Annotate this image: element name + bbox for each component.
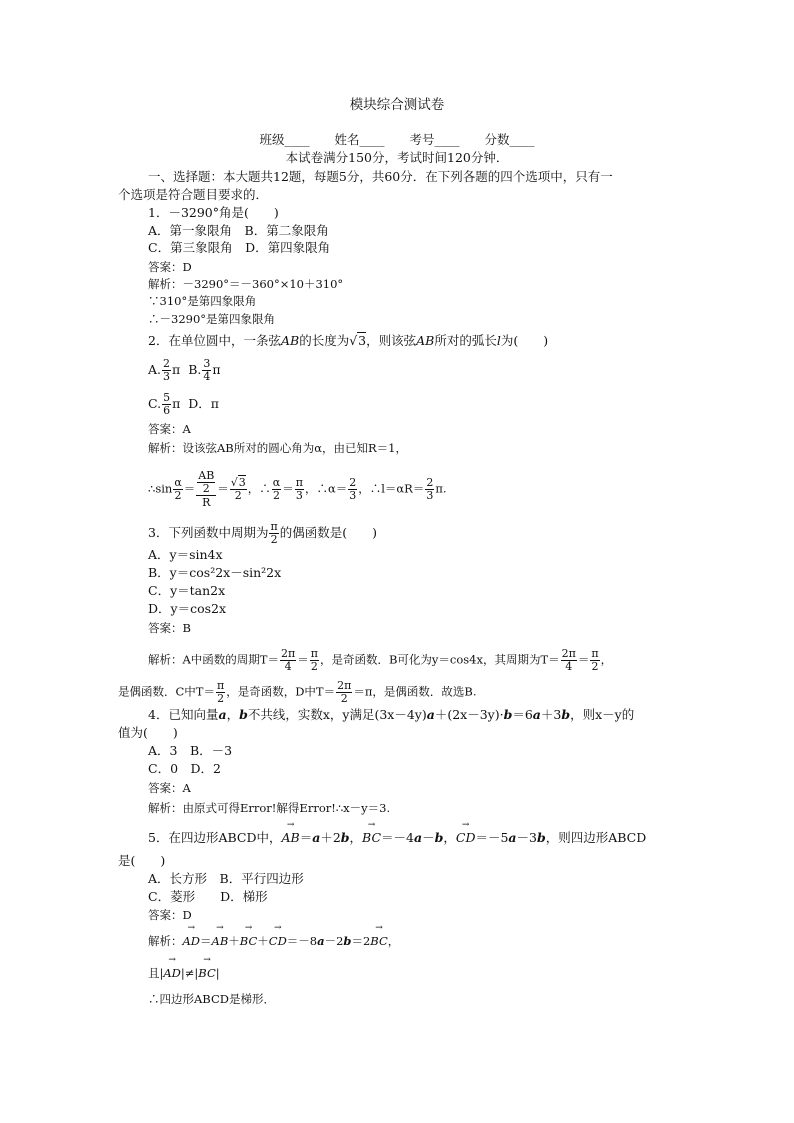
frac-num: π [310, 647, 318, 660]
q2-opt-a-label: A. [148, 362, 162, 377]
analysis-label: 解析： [148, 441, 183, 455]
section-instructions-line1: 一、选择题：本大题共12题，每题5分，共60分．在下列各题的四个选项中，只有一 [148, 169, 613, 184]
q4-stem-part: ，则x－y的 [570, 707, 635, 722]
q2-stem-part: 的长度为 [299, 333, 350, 348]
vector-b: b [536, 830, 546, 845]
q3-answer [148, 620, 191, 636]
q2-answer [148, 421, 191, 437]
q5-stem-1 [148, 830, 646, 846]
q4-answer [148, 780, 191, 796]
frac-num: π [295, 476, 303, 489]
frac-num: 2π [337, 679, 352, 692]
frac-num: π [270, 520, 278, 533]
math-text: A中函数的周期T＝ [182, 652, 279, 667]
q2-chord-ab: AB [416, 333, 435, 348]
frac-den: 2 [217, 692, 225, 705]
math-text: ＝ [183, 481, 196, 496]
frac-den: 2 [202, 482, 210, 495]
q5-answer [148, 907, 192, 923]
q4-stem-part: ＋(2x－3y)· [434, 707, 504, 722]
math-text: ＝ [577, 652, 590, 667]
frac-den: 2 [310, 660, 318, 673]
analysis-label: 解析： [148, 652, 183, 667]
vector-a: a [532, 707, 541, 722]
q4-analysis-text: 由原式可得Error!解得Error!∴x－y＝3. [182, 801, 391, 815]
vector-BC: → BC [370, 933, 387, 949]
math-text: ，∴l＝αR＝ [358, 481, 425, 496]
q3-analysis-2 [118, 680, 477, 705]
q5-stem-part: －3 [516, 830, 537, 845]
math-text: ＋ [257, 934, 269, 948]
math-text: ，∴α＝ [304, 481, 348, 496]
q1-stem: 1．－3290°角是( ) [148, 205, 279, 220]
answer-label: 答案： [148, 260, 183, 274]
q4-stem-1 [148, 707, 634, 723]
math-text: | [215, 966, 220, 980]
vector-b: b [561, 707, 571, 722]
vector-CD: → CD [269, 933, 287, 949]
vector-AD: → AD [163, 965, 181, 981]
q5-stem-part: ＋2 [320, 830, 341, 845]
frac-num: α [174, 476, 182, 489]
answer-label: 答案： [148, 422, 183, 436]
q1-analysis-3: ∴－3290°是第四象限角 [148, 312, 276, 326]
q1-analysis-1: －3290°＝－360°×10＋310° [182, 277, 344, 291]
frac-den: 2 [234, 489, 242, 502]
frac-num: π [216, 679, 225, 692]
q3-option-d: D．y＝cos2x [148, 601, 227, 616]
q4-options-cd: C．0 D．2 [148, 761, 221, 776]
q4-stem-2: 值为( ) [118, 725, 178, 740]
math-text: ＝2 [351, 934, 371, 948]
math-text: －2 [324, 934, 344, 948]
q1-options-cd: C．第三象限角 D．第四象限角 [148, 240, 331, 255]
q2-stem-part: 为( ) [500, 333, 549, 348]
q4-stem-part: ， [226, 707, 240, 722]
q5-analysis-1 [148, 933, 399, 949]
vector-b: b [340, 830, 350, 845]
frac-den: 3 [349, 489, 357, 502]
q2-arc-l: l [496, 333, 501, 348]
vector-a: a [218, 707, 227, 722]
q5-options-ab: A．长方形 B．平行四边形 [148, 871, 304, 886]
analysis-label: 解析： [148, 801, 183, 815]
pi: π [435, 481, 443, 496]
sqrt-value: 3 [238, 476, 246, 489]
frac-den: 4 [203, 370, 211, 383]
frac-den: 2 [270, 533, 278, 546]
math-text: ＝－8 [286, 934, 318, 948]
q4-stem-part: ＝6 [512, 707, 533, 722]
q5-answer-value: D [182, 908, 192, 922]
frac-den: 2 [174, 489, 182, 502]
math-text: ，∴ [247, 481, 271, 496]
info-line: 班级____ 姓名____ 考号____ 分数____ [259, 132, 535, 147]
q5-stem-part: ＝－5 [475, 830, 509, 845]
frac-den: 3 [163, 370, 171, 383]
q2-analysis-1 [148, 440, 407, 456]
frac-den: 4 [284, 660, 292, 673]
math-text: 且| [148, 966, 164, 980]
frac-num: α [272, 476, 281, 489]
math-text: ∴sin [148, 481, 173, 496]
pi: π [172, 396, 181, 411]
q1-answer-value: D [182, 260, 192, 274]
vector-b: b [434, 830, 444, 845]
q4-stem-part: ＋3 [540, 707, 562, 722]
math-text: ， [600, 652, 613, 667]
frac-num: AB [198, 469, 215, 482]
frac-num: 2π [280, 647, 296, 660]
q2-stem [148, 333, 548, 349]
q5-analysis-2 [148, 965, 220, 981]
q5-stem-part: － [422, 830, 435, 845]
frac-num: π [591, 647, 599, 660]
vector-BC: → BC [362, 830, 381, 846]
frac-den: 3 [426, 489, 434, 502]
q3-analysis-1 [148, 648, 612, 673]
answer-label: 答案： [148, 908, 183, 922]
q5-stem-part: ，则四边形ABCD [545, 830, 647, 845]
q3-stem-part: 的偶函数是( ) [279, 525, 377, 540]
q5-stem-part: ， [349, 830, 363, 845]
sqrt-symbol: √ [349, 333, 358, 348]
frac-num [196, 470, 216, 496]
q3-option-c: C．y＝tan2x [148, 583, 226, 598]
exam-notice: 本试卷满分150分，考试时间120分钟． [285, 150, 509, 165]
vector-BC: → BC [198, 965, 215, 981]
pi: π [212, 362, 221, 377]
q2-stem-part: ，则该弦 [366, 333, 417, 348]
vector-a: a [317, 934, 325, 948]
q2-chord-ab: AB [280, 333, 300, 348]
q2-sqrt-value: 3 [358, 333, 367, 348]
frac-num: 5 [163, 391, 171, 404]
q2-stem-part: 所对的弧长 [434, 333, 497, 348]
q5-stem-2: 是( ) [118, 853, 166, 868]
frac-den: 2 [340, 692, 348, 705]
q3-option-b: B．y＝cos²2x－sin²2x [148, 565, 282, 580]
q3-stem-part: 3．下列函数中周期为 [148, 525, 269, 540]
q2-options-cd [148, 392, 219, 417]
math-text: 是偶函数．C中T＝ [118, 684, 215, 699]
q5-stem-part: ， [443, 830, 456, 845]
q4-stem-part: 4．已知向量 [148, 707, 219, 722]
math-text: ＝π，是偶函数．故选B. [353, 684, 477, 699]
math-text: |≠| [180, 966, 199, 980]
vector-b: b [343, 934, 352, 948]
q5-options-cd: C．菱形 D．梯形 [148, 889, 268, 904]
q2-opt-c-label: C. [148, 396, 162, 411]
q2-options-ab [148, 358, 221, 383]
q2-stem-part: 2．在单位圆中，一条弦 [148, 333, 281, 348]
q3-option-a: A．y＝sin4x [148, 547, 223, 562]
q2-opt-d: D．π [188, 396, 220, 411]
q3-stem [148, 521, 377, 546]
q4-stem-part: 不共线，实数x，y满足(3x－4y) [247, 707, 427, 722]
math-text: ， [387, 934, 400, 948]
answer-label: 答案： [148, 621, 183, 635]
q2-analysis-2 [148, 470, 447, 509]
vector-CD: → CD [456, 830, 476, 846]
analysis-label: 解析： [148, 277, 183, 291]
vector-BC: → BC [240, 933, 257, 949]
frac-den: R [202, 496, 211, 509]
vector-b: b [239, 707, 248, 722]
q4-options-ab: A．3 B．－3 [148, 743, 233, 758]
frac-den: 2 [591, 660, 599, 673]
frac-den: 4 [565, 660, 573, 673]
q1-analysis [148, 276, 343, 292]
q2-answer-value: A [182, 422, 191, 436]
vector-AB: → AB [212, 933, 229, 949]
vector-a: a [413, 830, 423, 845]
vector-b: b [503, 707, 513, 722]
math-text: ＝ [217, 481, 229, 496]
q5-stem-part: ＝ [299, 830, 313, 845]
math-text: . [442, 481, 447, 496]
frac-num: √3 [230, 476, 246, 489]
q4-answer-value: A [182, 781, 191, 795]
section-instructions-line2: 个选项是符合题目要求的． [118, 187, 269, 202]
frac-num: 2 [163, 357, 171, 370]
q1-answer [148, 259, 192, 275]
q5-analysis-3: ∴四边形ABCD是梯形． [148, 992, 275, 1006]
vector-a: a [426, 707, 435, 722]
frac-den: 6 [163, 404, 171, 417]
frac-num: 3 [203, 357, 211, 370]
frac-num: 2π [561, 647, 576, 660]
q2-opt-b-label: B. [188, 362, 202, 377]
math-text: ＝ [297, 652, 309, 667]
q5-stem-part: 5．在四边形ABCD中， [148, 830, 282, 845]
page-title: 模块综合测试卷 [349, 97, 445, 113]
math-text: ＝ [282, 481, 294, 496]
frac-den: 2 [273, 489, 281, 502]
q1-options-ab: A．第一象限角 B．第二象限角 [148, 223, 329, 238]
q5-stem-part: ＝－4 [381, 830, 414, 845]
vector-a: a [312, 830, 321, 845]
analysis-label: 解析： [148, 934, 183, 948]
math-text: ＝ [200, 934, 212, 948]
q2-analysis-text: 设该弦AB所对的圆心角为α，由已知R＝1， [182, 441, 407, 455]
q1-analysis-2: ∵310°是第四象限角 [148, 294, 257, 308]
vector-AD: → AD [183, 933, 201, 949]
frac-num: 2 [426, 476, 434, 489]
frac-num: 2 [349, 476, 357, 489]
pi: π [172, 362, 181, 377]
math-text: ，是奇函数．B可化为y＝cos4x，其周期为T＝ [319, 652, 560, 667]
vector-AB: → AB [281, 830, 299, 846]
q4-analysis [148, 800, 390, 816]
math-text: ，是奇函数，D中T＝ [226, 684, 336, 699]
vector-a: a [508, 830, 517, 845]
math-text: ＋ [228, 934, 240, 948]
frac-den: 3 [295, 489, 303, 502]
answer-label: 答案： [148, 781, 183, 795]
q3-answer-value: B [182, 621, 191, 635]
